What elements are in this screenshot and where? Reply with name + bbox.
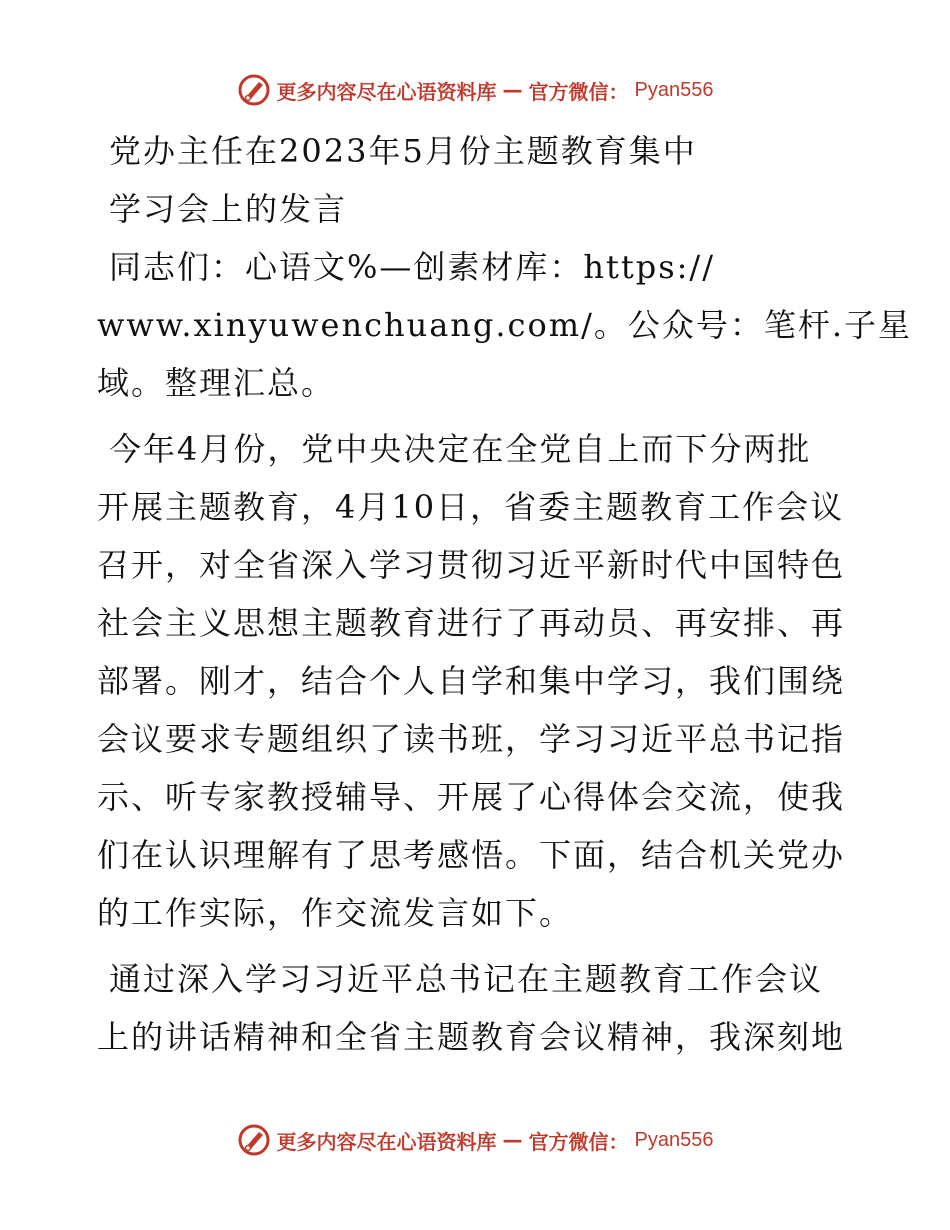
banner-slogan: 更多内容尽在心语资料库: [276, 79, 497, 104]
greeting-line-2: www.xinyuwenchuang.com/。公众号：笔杆.子星: [97, 306, 913, 344]
paragraph1-line-6: 会议要求专题组织了读书班，学习习近平总书记指: [97, 720, 846, 758]
banner-wechat-id: Pyan556: [634, 78, 714, 101]
pen-logo-icon: [237, 73, 271, 107]
banner-official-label: 官方微信：: [528, 1129, 629, 1154]
greeting-line-3: 域。整理汇总。: [97, 364, 336, 402]
document-body: [97, 122, 913, 1066]
banner-official-label: 官方微信：: [528, 79, 629, 104]
paragraph1-line-1: 今年4月份，党中央决定在全党自上而下分两批: [109, 430, 812, 468]
paragraph1-line-3: 召开，对全省深入学习贯彻习近平新时代中国特色: [97, 546, 846, 584]
banner-separator: —: [502, 78, 523, 102]
paragraph1-line-5: 部署。刚才，结合个人自学和集中学习，我们围绕: [97, 662, 846, 700]
paragraph1-line-2: 开展主题教育，4月10日，省委主题教育工作会议: [97, 488, 845, 526]
pen-logo-icon: [237, 1123, 271, 1157]
paragraph1-line-9: 的工作实际，作交流发言如下。: [97, 894, 574, 932]
banner-wechat-id: Pyan556: [634, 1128, 714, 1151]
header-watermark-banner: [0, 70, 950, 110]
greeting-line-1: 同志们：心语文%—创素材库：https://: [109, 248, 715, 286]
paragraph1-line-7: 示、听专家教授辅导、开展了心得体会交流，使我: [97, 778, 846, 816]
paragraph1-line-8: 们在认识理解有了思考感悟。下面，结合机关党办: [97, 836, 846, 874]
paragraph2-line-2: 上的讲话精神和全省主题教育会议精神，我深刻地: [97, 1018, 846, 1056]
doc-title-line-1: 党办主任在2023年5月份主题教育集中: [109, 132, 697, 170]
banner-slogan: 更多内容尽在心语资料库: [276, 1129, 497, 1154]
footer-watermark-banner: [0, 1120, 950, 1160]
paragraph2-line-1: 通过深入学习习近平总书记在主题教育工作会议: [109, 960, 824, 998]
paragraph1-line-4: 社会主义思想主题教育进行了再动员、再安排、再: [97, 604, 846, 642]
doc-title-line-2: 学习会上的发言: [109, 190, 348, 228]
banner-separator: —: [502, 1128, 523, 1152]
